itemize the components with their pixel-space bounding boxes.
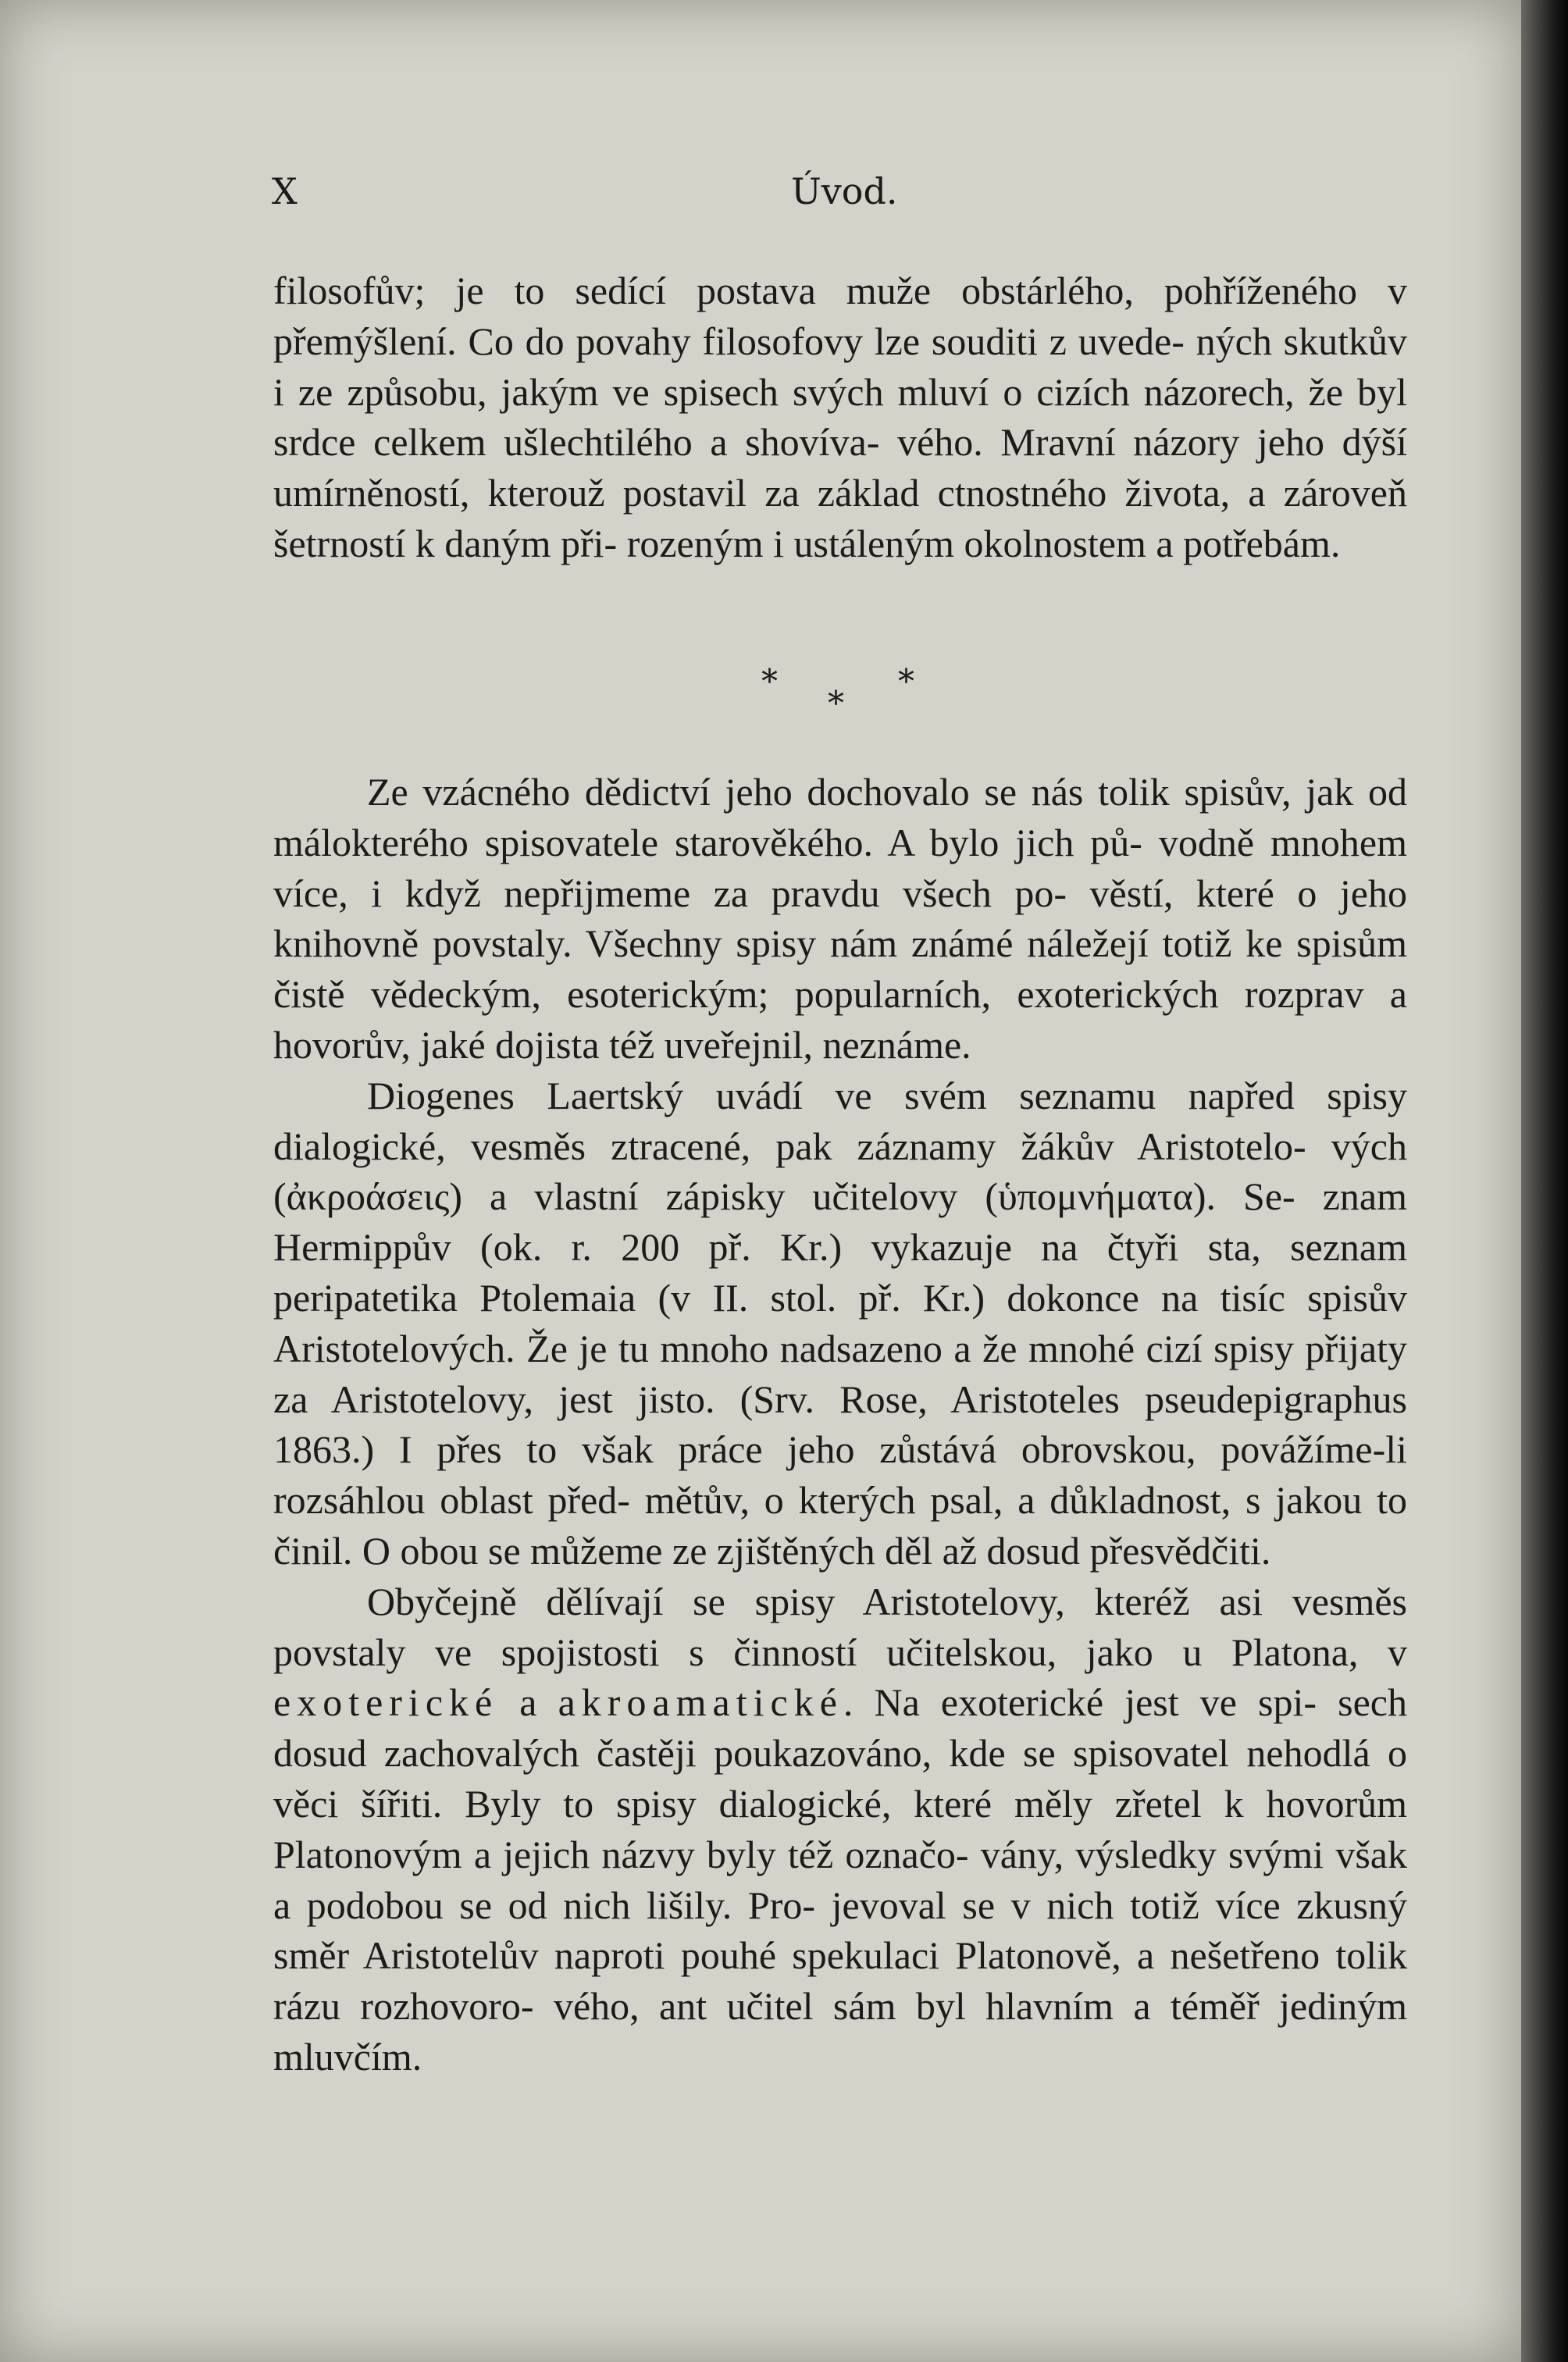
page-number: X [272,170,298,212]
running-header [272,170,1404,217]
running-title: Úvod. [791,170,898,212]
paragraph-3: Diogenes Laertský uvádí ve svém seznamu napřed spisy dialogické, vesměs ztracené, pak záznamy žákův Aristotelo- vých (ἀκροάσεις) a vlastní zápisky učitelovy (ὑπομνήματα). Se- znam Hermippův (ok. r. 200 př. Kr.) vykazuje na čtyři sta, seznam peripatetika Ptolemaia (v II. stol. př. Kr.) dokonce na tisíc spisův Aristotelových. Že je tu mnoho nadsazeno a že mnohé cizí spisy přijaty za Aristotelovy, jest jisto. (Srv. Rose, Aristoteles pseudepigraphus 1863.) I přes to však práce jeho zůstává obrovskou, povážíme-li rozsáhlou oblast před- mětův, o kterých psal, a důkladnost, s jakou to činil. O obou se můžeme ze zjištěných děl až dosud přesvědčiti. [273,1073,1408,1573]
paragraph-2: Ze vzácného dědictví jeho dochovalo se nás tolik spisův, jak od málokterého spisovatele starověkého. A bylo jich pů- vodně mnohem více, i když nepřijmeme za pravdu všech po- věstí, které o jeho knihovně povstaly. Všechny spisy nám známé náležejí totiž ke spisům čistě vědeckým, esoterickým; popularních, exoterických rozprav a hovorův, jaké dojista též uveřejnil, neznáme. [273,770,1408,1067]
scan-edge-shadow [1521,0,1568,2362]
asterisk: * [828,684,844,722]
term-acroamatic: akroamatické [558,1680,843,1725]
term-exoteric: exoterické [273,1680,499,1725]
section-asterism [273,662,1407,725]
asterisk: * [898,662,914,700]
paragraph-4: Obyčejně dělívají se spisy Aristotelovy, kteréž asi vesměs povstaly ve spojistosti s činností učitelskou, jako u Platona, v exoterické a akroamatické. Na exoterické jest ve spi- sech dosud zachovalých častěji poukazováno, kde se spisovatel nehodlá o věci šířiti. Byly to spisy dialogické, které měly zřetel k hovorům Platonovým a jejich názvy byly též označo- vány, výsledky svými však a podobou se od nich lišily. Pro- jevoval se v nich totiž více zkusný směr Aristotelův naproti pouhé spekulaci Platonově, a nešetřeno tolik rázu rozhovoro- vého, ant učitel sám byl hlavním a téměř jediným mluvčím. [273,1579,1408,2079]
paragraph-text: filosofův; je to sedící postava muže obstárlého, pohříženého v přemýšlení. Co do povahy filosofovy lze souditi z uvede- ných skutkův i ze způsobu, jakým ve spisech svých mluví o cizích názorech, že byl srdce celkem ušlechtilého a shovíva- vého. Mravní názory jeho dýší umírněností, kterouž postavil za základ ctnostného života, a zároveň šetrností k daným při- rozeným i ustáleným okolnostem a potřebám. [273,269,1408,565]
body-text [273,767,1407,2082]
asterisk: * [761,662,778,700]
paragraph-1 [273,265,1407,569]
